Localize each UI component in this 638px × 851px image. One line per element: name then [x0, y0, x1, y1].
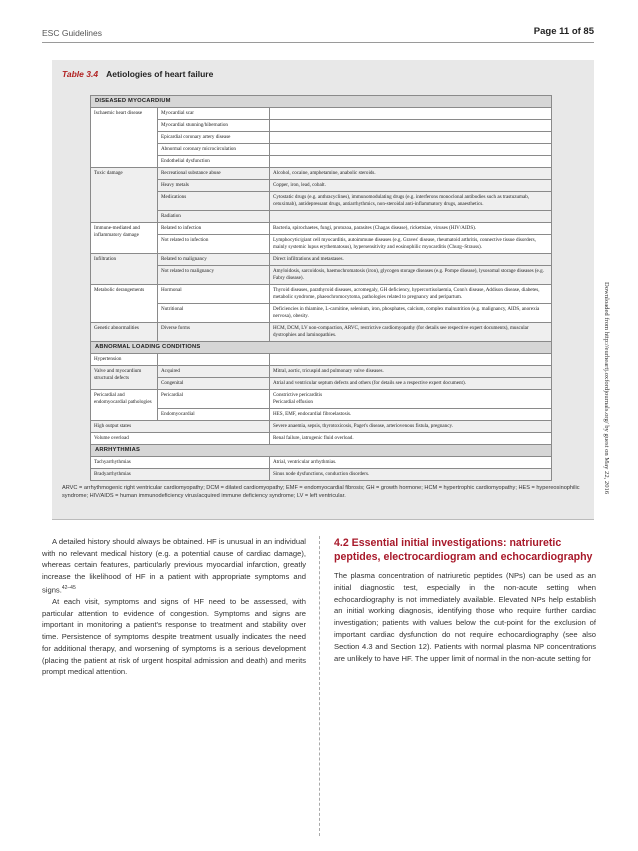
cell-category: Ischaemic heart disease [91, 108, 158, 168]
cell-subcategory: Heavy metals [158, 180, 270, 192]
aetiologies-table [90, 95, 552, 481]
cell-category: Pericardial and endomyocardial pathologies [91, 390, 158, 421]
table-row [91, 235, 552, 254]
left-column [42, 536, 306, 678]
cell-details: Atrial, ventricular arrhythmias. [270, 457, 552, 469]
table-row [91, 285, 552, 304]
table-caption: Aetiologies of heart failure [106, 69, 214, 79]
cell-details [270, 132, 552, 144]
cell-subcategory: Nutritional [158, 304, 270, 323]
cell-category: High output states [91, 421, 270, 433]
cell-details: Lymphocytic/giant cell myocarditis, autoimmune diseases (e.g. Graves' disease, rheumatoid arthritis, connective tissue disorders, mainly systemic lupus erythematosus), hypersensitivity and eosinophilic myocarditis (Churg–Strauss). [270, 235, 552, 254]
cell-details [270, 390, 552, 409]
table-row [91, 211, 552, 223]
reference-superscript: 42–45 [61, 584, 76, 591]
cell-details: Atrial and ventricular septum defects and others (for details see a respective expert document). [270, 378, 552, 390]
cell-details: Alcohol, cocaine, amphetamine, anabolic steroids. [270, 168, 552, 180]
cell-details: Severe anaemia, sepsis, thyrotoxicosis, Paget's disease, arteriovenous fistula, pregnancy. [270, 421, 552, 433]
cell-category: Valve and myocardium structural defects [91, 366, 158, 390]
section-diseased-myocardium: DISEASED MYOCARDIUM [91, 96, 552, 108]
right-column [334, 536, 596, 664]
table-number: Table 3.4 [62, 69, 99, 79]
section-arrhythmias: ARRHYTHMIAS [91, 445, 552, 457]
cell-category: Toxic damage [91, 168, 158, 223]
cell-details: Sinus node dysfunctions, conduction disorders. [270, 469, 552, 481]
cell-category: Tachyarrhythmias [91, 457, 270, 469]
table-row [91, 469, 552, 481]
cell-details: Amyloidosis, sarcoidosis, haemochromatosis (iron), glycogen storage diseases (e.g. Pompe disease), lysosomal storage diseases (e.g. Fabry disease). [270, 266, 552, 285]
cell-subcategory: Endomyocardial [158, 409, 270, 421]
cell-details: Direct infiltrations and metastases. [270, 254, 552, 266]
table-row [91, 156, 552, 168]
cell-subcategory: Medications [158, 192, 270, 211]
table-row [91, 144, 552, 156]
cell-details: HES, EMF, endocardial fibroelastosis. [270, 409, 552, 421]
cell-subcategory: Pericardial [158, 390, 270, 409]
detail-line: Constrictive pericarditis [273, 392, 323, 398]
cell-details: Copper, iron, lead, cobalt. [270, 180, 552, 192]
table-row [91, 132, 552, 144]
cell-details [270, 144, 552, 156]
table-footnote: ARVC = arrhythmogenic right ventricular cardiomyopathy; DCM = dilated cardiomyopathy; EMF = endomyocardial fibrosis; GH = growth hormone; HCM = hypertrophic cardiomyopathy; HES = hypereosinophilic syndrome; HIV/AIDS = human immunodeficiency virus/acquired immune deficiency syndrome; LV = left ventricular. [62, 485, 580, 499]
table-row [91, 254, 552, 266]
table-row [91, 390, 552, 409]
cell-details [270, 108, 552, 120]
table-row [91, 323, 552, 342]
table-row [91, 433, 552, 445]
cell-category: Genetic abnormalities [91, 323, 158, 342]
cell-subcategory: Myocardial stunning/hibernation [158, 120, 270, 132]
cell-subcategory: Recreational substance abuse [158, 168, 270, 180]
header-rule [42, 42, 594, 43]
cell-category: Bradyarrhythmias [91, 469, 270, 481]
table-row [91, 409, 552, 421]
table-row [91, 366, 552, 378]
cell-subcategory: Epicardial coronary artery disease [158, 132, 270, 144]
column-divider [319, 536, 320, 836]
table-row [91, 445, 552, 457]
running-header-left: ESC Guidelines [42, 28, 103, 38]
section-heading: 4.2 Essential initial investigations: natriuretic peptides, electrocardiogram and echocardiography [334, 537, 593, 563]
cell-category: Immune-mediated and inflammatory damage [91, 223, 158, 254]
cell-subcategory: Acquired [158, 366, 270, 378]
cell-details [270, 211, 552, 223]
cell-details [270, 120, 552, 132]
paragraph [42, 536, 306, 596]
table-row [91, 304, 552, 323]
table-row [91, 223, 552, 235]
table-row [91, 180, 552, 192]
cell-category: Metabolic derangements [91, 285, 158, 323]
table-row [91, 354, 552, 366]
table-row [91, 96, 552, 108]
cell-details: Cytostatic drugs (e.g. anthracyclines), immunomodulating drugs (e.g. interferons monoclonal antibodies such as trastuzumab, cetuximab), antidepressant drugs, antiarrhythmics, non-steroidal anti-inflammatory drugs, anaesthetics. [270, 192, 552, 211]
cell-subcategory: Not related to malignancy [158, 266, 270, 285]
cell-details: Deficiencies in thiamine, L-carnitine, selenium, iron, phosphates, calcium, complex malnutrition (e.g. malignancy, AIDS, anorexia nervosa), obesity. [270, 304, 552, 323]
table-row [91, 168, 552, 180]
download-note: Downloaded from http://eurheartj.oxfordjournals.org/ by guest on May 22, 2016 [603, 282, 610, 495]
table-row [91, 192, 552, 211]
cell-subcategory: Abnormal coronary microcirculation [158, 144, 270, 156]
paragraph-text: A detailed history should always be obtained. HF is unusual in an individual with no relevant medical history (e.g. a potential cause of cardiac damage), whereas certain features, particularly previous myocardial infarction, greatly increase the likelihood of HF in a patient with appropriate symptoms and signs. [42, 537, 306, 595]
cell-category: Hypertension [91, 354, 158, 366]
table-row [91, 457, 552, 469]
table-title [62, 69, 213, 79]
paragraph: The plasma concentration of natriuretic peptides (NPs) can be used as an initial diagnostic test, especially in the non-acute setting when echocardiography is not immediately available. Elevated NPs help establish an initial working diagnosis, identifying those who require further cardiac investigation; patients with values below the cut-point for the exclusion of important cardiac dysfunction do not require echocardiography (see also Section 4.3 and Section 12). Patients with normal plasma NP concentrations are unlikely to have HF. The upper limit of normal in the non-acute setting for [334, 571, 596, 663]
cell-subcategory: Endothelial dysfunction [158, 156, 270, 168]
cell-subcategory [158, 354, 270, 366]
cell-subcategory: Related to malignancy [158, 254, 270, 266]
cell-details: Mitral, aortic, tricuspid and pulmonary valve diseases. [270, 366, 552, 378]
cell-category: Volume overload [91, 433, 270, 445]
table-row [91, 266, 552, 285]
cell-subcategory: Diverse forms [158, 323, 270, 342]
cell-subcategory: Myocardial scar [158, 108, 270, 120]
paragraph: At each visit, symptoms and signs of HF need to be assessed, with particular attention to evidence of congestion. Symptoms and signs are important in monitoring a patient's response to treatment and stability over time. Persistence of symptoms despite treatment usually indicates the need for additional therapy, and worsening of symptoms is a serious development (placing the patient at risk of urgent hospital admission and death) and merits prompt medical attention. [42, 597, 306, 677]
cell-subcategory: Congenital [158, 378, 270, 390]
table-bottom-rule [52, 519, 594, 520]
table-row [91, 120, 552, 132]
cell-details: HCM, DCM, LV non-compaction, ARVC, restrictive cardiomyopathy (for details see respective expert documents), muscular dystrophies and laminopathies. [270, 323, 552, 342]
page-number: Page 11 of 85 [533, 26, 594, 37]
table-row [91, 108, 552, 120]
cell-subcategory: Not related to infection [158, 235, 270, 254]
cell-details [270, 354, 552, 366]
cell-details: Bacteria, spirochaetes, fungi, protozoa, parasites (Chagas disease), rickettsiae, viruses (HIV/AIDS). [270, 223, 552, 235]
cell-subcategory: Hormonal [158, 285, 270, 304]
cell-details: Thyroid diseases, parathyroid diseases, acromegaly, GH deficiency, hypercortisolaemia, Conn's disease, Addison disease, diabetes, metabolic syndrome, phaeochromocytoma, pathologies related to pregnancy and peripartum. [270, 285, 552, 304]
cell-category: Infiltration [91, 254, 158, 285]
table-row [91, 342, 552, 354]
table-row [91, 378, 552, 390]
table-row [91, 421, 552, 433]
detail-line: Pericardial effusion [273, 399, 313, 405]
section-abnormal-loading: ABNORMAL LOADING CONDITIONS [91, 342, 552, 354]
cell-subcategory: Related to infection [158, 223, 270, 235]
cell-details [270, 156, 552, 168]
cell-subcategory: Radiation [158, 211, 270, 223]
cell-details: Renal failure, iatrogenic fluid overload. [270, 433, 552, 445]
